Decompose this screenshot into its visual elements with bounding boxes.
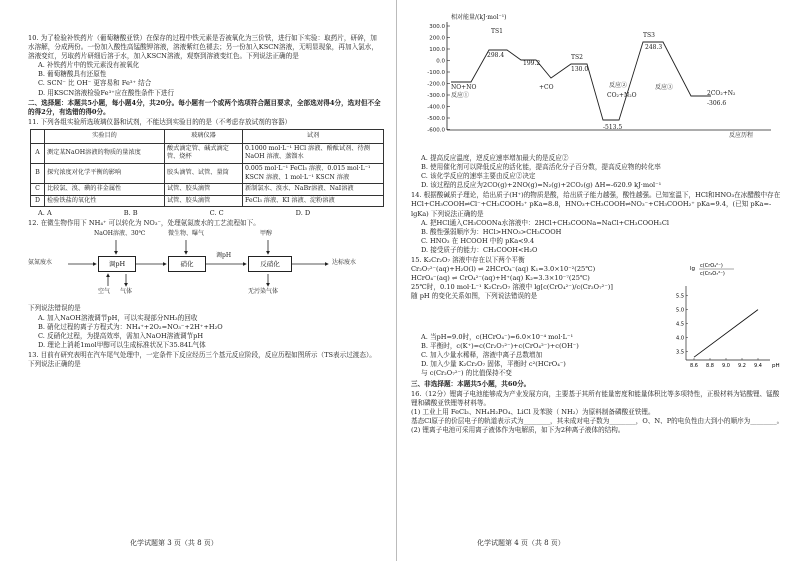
q12-option-d: D. 理论上消耗1mol甲醇可以生成标准状况下35.84L气体 — [38, 340, 206, 349]
q12-option-b: B. 硝化过程的离子方程式为：NH₄⁺+2O₂=NO₃⁻+2H⁺+H₂O — [38, 322, 223, 331]
table-cell: 新制氯水、溴水、NaBr溶液、NaI溶液 — [243, 184, 384, 196]
y-tick-label: 4.5 — [676, 321, 684, 328]
q15-option-a: A. 当pH=9.0时，c(HCrO₄⁻)=6.0×10⁻⁴ mol·L⁻¹ — [421, 333, 574, 342]
energy-tick-label: 300.0 — [429, 24, 445, 30]
q13-option-c: C. 该化学反应的速率主要由反应②决定 — [421, 172, 536, 181]
question-13-stem: 13. 目前有研究表明在汽车尾气处理中，一定条件下反应经历三个基元反应阶段，反应历程如图所示（TS表示过渡态）。下列说法正确的是 — [28, 350, 376, 368]
table-header — [31, 129, 45, 143]
table-cell: FeCl₃ 溶液、KI 溶液、淀粉溶液 — [243, 195, 384, 207]
table-cell: B — [31, 164, 45, 184]
flow-mid-label: 调pH — [216, 252, 232, 260]
table-row — [31, 143, 384, 163]
question-14-stem: 14. 根据酸碱质子理论，给出质子(H⁺)的物质是酸，给出质子能力越强，酸性越强。已知室温下，HCl和HNO₃在冰醋酸中存在HCl+CH₃COOH⇌Cl⁻+CH₃COOH₂⁺ pKa=8.8，HNO₃+CH₃COOH⇌NO₃⁻+CH₃COOH₂⁺ pKa=9.4，(已知 pKa=-lgKa) 下列说法正确的是 — [411, 191, 781, 218]
q11-choice-a: A. A — [38, 209, 52, 218]
table-cell: D — [31, 195, 45, 207]
end-label: 2CO₂+N₂ — [707, 90, 736, 97]
x-tick-label: 8.8 — [706, 363, 714, 370]
ts2-label: TS2 — [571, 54, 583, 61]
q14-option-b: B. 酸性强弱顺序为：HCl>HNO₃>CH₃COOH — [421, 227, 562, 236]
energy-tick-label: 100.0 — [429, 47, 445, 53]
y-tick-label: 5.0 — [676, 307, 684, 314]
q16-para-1: 16.（12分）锂离子电池能够成为产业发展方向，主要基于其所有能量密度和能量体积比等多项特性，正极材料为钴酸锂、锰酸锂和磷酸亚铁锂等材料等。 — [411, 389, 780, 407]
table-cell: C — [31, 184, 45, 196]
table-row — [31, 195, 384, 207]
table-cell: 测定某NaOH溶液的物质的量浓度 — [45, 143, 165, 163]
flow-methanol-label: 甲醇 — [260, 230, 273, 238]
q10-option-a: A. 补铁药片中的铁元素没有被氧化 — [38, 61, 140, 70]
q16-para-4: (2) 锂离子电池可采用离子液体作为电解质，如下为2种离子液体的结构。 — [411, 425, 625, 434]
q13-option-d: D. 该过程的总反应为2CO(g)+2NO(g)=N₂(g)+2CO₂(g) ΔH=-620.9 kJ·mol⁻¹ — [421, 181, 662, 190]
q15-option-b: B. 平衡时，c(K⁺)=c(Cr₂O₇²⁻)+c(CrO₄²⁻)+c(OH⁻) — [421, 342, 579, 351]
y-tick-label: 4.0 — [676, 335, 684, 342]
q11-choice-b: B. B — [123, 209, 138, 218]
table-row — [31, 164, 384, 184]
energy-profile-svg — [411, 12, 781, 134]
table-header: 实验目的 — [45, 129, 165, 143]
q15-condition: 25℃时，0.10 mol·L⁻¹ K₂Cr₂O₇ 溶液中 lg[c(CrO₄²⁻)/c(Cr₂O₇²⁻)] — [411, 283, 613, 292]
question-10 — [28, 34, 382, 98]
section-2-heading: 二、选择题：本题共5小题，每小题4分，共20分。每小题有一个或两个选项符合题目要求，全部选对得4分，选对但不全的得2分，有选错的得0分。 — [28, 98, 381, 116]
table-header: 玻璃仪器 — [165, 129, 243, 143]
q11-choices — [28, 209, 382, 218]
energy-profile-diagram — [411, 14, 784, 152]
table-cell: 检验铁盐的氧化性 — [45, 195, 165, 207]
energy-ylabel: 相对能量/(kJ·mol⁻¹) — [451, 14, 507, 21]
ph-chart — [650, 256, 780, 370]
step1-label: 反应① — [451, 92, 470, 99]
ts2-value: 130.0 — [571, 66, 589, 73]
page-footer-right: 化学试题第 4 页（共 8 页） — [477, 539, 565, 548]
intermediate2-value: -513.5 — [603, 124, 623, 131]
table-cell: 0.005 mol·L⁻¹ FeCl₃ 溶液、0.015 mol·L⁻¹ KSCN 溶液、1 mol·L⁻¹ KSCN 溶液 — [243, 164, 384, 184]
q16-para-3: 基态Cl原子的价层电子的轨道表示式为________，其未成对电子数为________，O、N、P的电负性由大到小的顺序为________。 — [411, 416, 784, 425]
flow-box-denitrification: 反硝化 — [248, 256, 292, 272]
question-15-stem: 15. K₂Cr₂O₇ 溶液中存在以下两个平衡 — [411, 256, 525, 265]
flow-outflow-label: 达标废水 — [332, 259, 357, 267]
table-cell: 0.1000 mol·L⁻¹ HCl 溶液、酚酞试剂、待测 NaOH 溶液、蒸馏水 — [243, 143, 384, 163]
y-tick-label: 5.5 — [676, 293, 684, 300]
step2-label: 反应② — [609, 82, 628, 89]
q13-option-a: A. 提高反应温度，逆反应速率增加最大的是反应② — [421, 154, 569, 162]
q10-option-b: B. 葡萄糖酸具有还原性 — [38, 70, 107, 79]
flow-tail-gas-label: 无污染气体 — [248, 288, 279, 296]
energy-tick-label: -300.0 — [427, 93, 445, 99]
q15-text — [411, 256, 646, 301]
q16-para-2: (1) 工业上用 FeCl₃、NH₄H₂PO₄、LiCl 及苯胺（ NH₂）为原料制备磷酸亚铁锂。 — [411, 407, 655, 416]
q15-equation-2: HCrO₄⁻(aq) ⇌ CrO₄²⁻(aq)+H⁺(aq) K₂=3.3×10⁻⁷(25℃) — [411, 274, 590, 283]
co2n2o-label: CO₂+N₂O — [607, 92, 637, 99]
question-13-options — [411, 154, 784, 190]
ts1-label: TS1 — [491, 28, 503, 35]
flow-inflow-label: 氨氮废水 — [28, 259, 53, 267]
question-12-prompt: 下列说法错误的是 — [28, 304, 81, 313]
y-axis-label-bottom: c(Cr₂O₇²⁻) — [700, 271, 725, 278]
energy-xlabel: 反应历程 — [729, 132, 754, 139]
flow-gas-label: 气体 — [120, 288, 133, 296]
x-tick-label: 8.6 — [690, 363, 698, 370]
y-axis-lg: lg — [690, 266, 696, 273]
energy-tick-label: 200.0 — [429, 35, 445, 42]
ts3-value: 248.3 — [645, 44, 663, 51]
start-label: NO+NO — [451, 84, 477, 91]
question-12 — [28, 219, 382, 350]
q15-condition-2: 随 pH 的变化关系如图，下列说法错误的是 — [411, 292, 538, 301]
x-tick-label: 9.2 — [738, 363, 746, 370]
ph-chart-svg — [650, 256, 778, 376]
table-header: 试剂 — [243, 129, 384, 143]
flow-microbe-label: 微生物、曝气 — [168, 230, 205, 238]
x-axis-label: pH — [772, 363, 780, 370]
q14-option-d: D. 接受质子的能力：CH₃COOH<H₂O — [421, 245, 538, 254]
q11-choice-c: C. C — [209, 209, 224, 218]
q12-option-c: C. 反硝化过程，为提高效率，需加入NaOH溶液调节pH — [38, 331, 204, 340]
experiment-table — [30, 129, 384, 207]
x-tick-label: 9.0 — [722, 363, 730, 370]
flow-reagent-label: NaOH溶液、30℃ — [94, 230, 146, 238]
question-11-stem: 11. 下列各组实验所选玻璃仪器和试剂，不能达到实验目的的是（不考虑存放试剂的容器） — [28, 117, 292, 126]
question-10-stem: 10. 为了检验补铁药片（葡萄糖酸亚铁）在保存的过程中铁元素是否被氧化为三价铁，进行如下实验：取药片，研碎，加水溶解，分成两份。一份加入酸性高锰酸钾溶液，溶液紫红色褪去；另一份加入KSCN溶液，无明显现象，再加入氯水，溶液变红，另取药片研细后溶于水，加入KSCN溶液，观察到溶液变红色。下列说法正确的是 — [28, 34, 378, 61]
right-page — [397, 0, 794, 561]
y-tick-label: 3.5 — [676, 349, 684, 356]
table-cell: 胶头滴管、试管、量筒 — [165, 164, 243, 184]
section-3-heading: 三、非选择题：本题共5小题，共60分。 — [411, 379, 531, 388]
energy-tick-label: -200.0 — [427, 81, 445, 88]
y-axis-label-top: c(CrO₄²⁻) — [700, 263, 723, 270]
intermediate1-value: 199.2 — [523, 60, 541, 67]
q10-option-d: D. 用KSCN溶液检验Fe³⁺应在酸性条件下进行 — [38, 88, 175, 97]
q15-option-d-cont: 与 c(Cr₂O₇²⁻) 的比值保持不变 — [421, 369, 512, 378]
flow-box-nitrification: 硝化 — [168, 256, 206, 272]
flow-air-label: 空气 — [98, 288, 111, 296]
q14-option-c: C. HNO₃ 在 HCOOH 中的 pKa<9.4 — [421, 236, 535, 245]
table-row — [31, 184, 384, 196]
process-flow-diagram — [28, 230, 382, 300]
series-line — [694, 310, 758, 358]
energy-tick-label: -100.0 — [427, 70, 445, 76]
flow-box-adjust-ph: 调pH — [98, 256, 136, 272]
q13-option-b: B. 使用催化剂可以降低反应的活化能，提高活化分子百分数，提高反应物的转化率 — [421, 163, 661, 172]
table-cell: 试管、胶头滴管 — [165, 195, 243, 207]
step3-label: 反应③ — [655, 84, 674, 91]
ts1-value: 298.4 — [487, 52, 505, 59]
question-12-stem: 12. 在微生物作用下 NH₄⁺ 可以转化为 NO₃⁻，处理氨氮废水的工艺流程如下。 — [28, 219, 260, 228]
table-cell: 试管、胶头滴管 — [165, 184, 243, 196]
energy-tick-label: -400.0 — [427, 104, 445, 111]
q15-equation-1: Cr₂O₇²⁻(aq)+H₂O(l) ⇌ 2HCrO₄⁻(aq) K₁=3.0×10⁻²(25℃) — [411, 265, 596, 274]
table-header-row — [31, 129, 384, 143]
q14-option-a: A. 把HCl通入CH₃COONa水溶液中：2HCl+CH₃COONa=NaCl+CH₃COOH₂Cl — [421, 218, 669, 227]
energy-tick-label: -600.0 — [427, 127, 445, 134]
energy-tick-label: -500.0 — [427, 116, 445, 122]
table-cell: 酸式滴定管、碱式滴定管、烧杯 — [165, 143, 243, 163]
co-label: +CO — [539, 84, 554, 91]
q12-option-a: A. 加入NaOH溶液调节pH，可以实现部分NH₃的回收 — [38, 313, 198, 322]
q15-option-c: C. 加入少量水稀释，溶液中离子总数增加 — [421, 351, 543, 360]
question-16 — [411, 390, 784, 435]
q15-option-d: D. 加入少量 K₂Cr₂O₇ 固体，平衡时 c²(HCrO₄⁻) — [421, 360, 566, 369]
x-tick-label: 9.4 — [754, 363, 762, 370]
energy-tick-label: 0.0 — [436, 58, 445, 65]
ts3-label: TS3 — [643, 32, 655, 39]
question-14 — [411, 191, 784, 255]
q10-option-c: C. SCN⁻ 比 OH⁻ 更容易和 Fe³⁺ 结合 — [38, 79, 152, 88]
table-cell: A — [31, 143, 45, 163]
question-11 — [28, 118, 382, 218]
table-cell: 比较氯、溴、碘的非金属性 — [45, 184, 165, 196]
table-cell: 探究浓度对化学平衡的影响 — [45, 164, 165, 184]
page-footer-left: 化学试题第 3 页（共 8 页） — [130, 539, 218, 548]
q11-choice-d: D. D — [295, 209, 311, 218]
end-value: -306.6 — [707, 100, 727, 107]
